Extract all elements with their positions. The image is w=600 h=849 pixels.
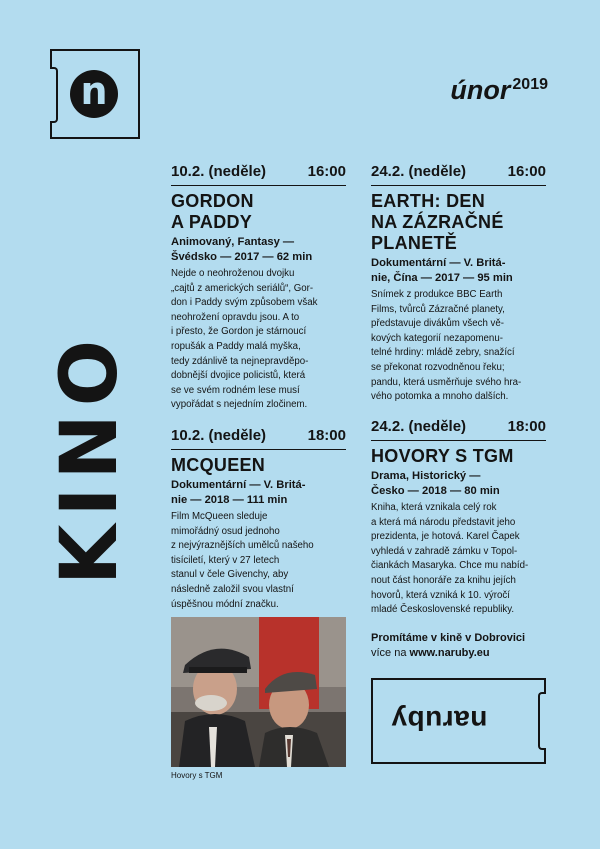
- event-date-row: [371, 163, 546, 186]
- desc-line: ropušák a Paddy malá myška,: [171, 340, 301, 352]
- desc-line: Snímek z produkce BBC Earth: [371, 289, 503, 300]
- event-date: 24.2. (neděle): [371, 418, 467, 435]
- title-line: A PADDY: [171, 212, 253, 232]
- meta-line: nie, Čína — 2017 — 95 min: [371, 272, 513, 284]
- title-line: GORDON: [171, 191, 254, 211]
- desc-line: čiankách Masaryka. Chce mu nabíd-: [371, 560, 529, 572]
- event-title: [171, 455, 346, 476]
- film-still-photo: [171, 617, 346, 767]
- meta-line: Dokumentární — V. Britá-: [171, 479, 306, 491]
- title-line: NA ZÁZRAČNÉ: [371, 212, 504, 232]
- logo-n-icon: n: [70, 70, 118, 118]
- event-date: 10.2. (neděle): [171, 163, 267, 180]
- desc-line: vypořádat s nejedním zločinem.: [171, 399, 308, 411]
- event-date-row: [171, 427, 346, 450]
- desc-line: Kniha, která vznikala celý rok: [371, 502, 497, 513]
- event-description: [171, 267, 346, 413]
- desc-line: úspěšnou módní značku.: [171, 598, 279, 610]
- photo-caption: Hovory s TGM: [171, 771, 223, 780]
- title-line: EARTH: DEN: [371, 191, 485, 211]
- desc-line: se ve svém rodném lese musí: [171, 384, 300, 396]
- event-date-row: [171, 163, 346, 186]
- website-prefix: více na: [371, 647, 410, 659]
- title-line: MCQUEEN: [171, 455, 266, 475]
- ticket-notch: [50, 67, 58, 123]
- event-description: [371, 288, 546, 405]
- meta-line: Animovaný, Fantasy —: [171, 236, 295, 248]
- title-line: PLANETĚ: [371, 233, 458, 253]
- desc-line: hovorů, která vzniká k 10. výročí: [371, 589, 510, 601]
- venue-text: Promítáme v kině v Dobrovici: [371, 632, 526, 644]
- desc-line: tisíciletí, který v 27 letech: [171, 554, 280, 566]
- desc-line: i přesto, že Gordon je stárnoucí: [171, 326, 307, 338]
- desc-line: nout část honoráře za knihu jejích: [371, 574, 516, 586]
- meta-line: Česko — 2018 — 80 min: [371, 485, 500, 497]
- meta-line: nie — 2018 — 111 min: [171, 494, 288, 506]
- desc-line: neohrožení opravdu jsou. A to: [171, 311, 300, 323]
- desc-line: „cajtů z amerických seriálů“, Gor-: [171, 282, 314, 294]
- desc-line: mimořádný osud jednoho: [171, 525, 280, 537]
- meta-line: Švédsko — 2017 — 62 min: [171, 251, 313, 263]
- event-title: [371, 191, 546, 254]
- event-meta: [171, 478, 346, 508]
- brand-logo-naruby: naruby: [391, 705, 488, 736]
- event-earth: [371, 163, 546, 405]
- website-link[interactable]: www.naruby.eu: [409, 647, 490, 659]
- desc-line: Film McQueen sleduje: [171, 511, 268, 522]
- desc-line: a která má národu představit jeho: [371, 516, 516, 528]
- desc-line: don i Paddy svým způsobem však: [171, 297, 318, 309]
- venue-info: [371, 631, 525, 661]
- event-meta: [171, 235, 346, 265]
- event-time: 18:00: [507, 418, 546, 435]
- event-description: [171, 510, 346, 612]
- event-time: 16:00: [307, 163, 346, 180]
- venue-line: [371, 631, 525, 646]
- brand-ticket: [371, 678, 546, 764]
- logo-ticket: [50, 49, 140, 139]
- side-title-kino: KINO: [45, 331, 135, 585]
- desc-line: kových kategorií nezapomenu-: [371, 332, 503, 344]
- event-meta: [371, 256, 546, 286]
- desc-line: představuje divákům všech vě-: [371, 318, 504, 330]
- event-date: 24.2. (neděle): [371, 163, 467, 180]
- desc-line: prezidenta, je hotová. Karel Čapek: [371, 531, 520, 543]
- event-title: [371, 446, 546, 467]
- desc-line: z nejvýraznějších umělců našeho: [171, 540, 314, 552]
- month-heading: [450, 77, 548, 104]
- event-meta: [371, 469, 546, 499]
- desc-line: se překonat rozvodněnou řeku;: [371, 361, 505, 373]
- desc-line: mladé Československé republiky.: [371, 604, 515, 616]
- desc-line: vyhledá v zahradě zámku v Topol-: [371, 545, 518, 557]
- desc-line: dobnější dvojice policistů, která: [171, 370, 306, 382]
- desc-line: vého potomka a mnoho dalších.: [371, 391, 509, 403]
- month-year: 2019: [512, 76, 548, 93]
- desc-line: tedy zdánlivě ta nejnepravděpo-: [171, 355, 309, 367]
- title-line: HOVORY S TGM: [371, 446, 514, 466]
- month-name: únor: [450, 75, 511, 105]
- event-time: 18:00: [307, 427, 346, 444]
- meta-line: Drama, Historický —: [371, 470, 481, 482]
- desc-line: Films, tvůrců Zázračné planety,: [371, 303, 505, 315]
- event-description: [371, 501, 546, 618]
- film-still-illustration: [171, 617, 346, 767]
- event-date: 10.2. (neděle): [171, 427, 267, 444]
- event-title: [171, 191, 346, 233]
- event-hovory-tgm: [371, 418, 546, 618]
- desc-line: stanul v čele Givenchy, aby: [171, 569, 289, 581]
- meta-line: Dokumentární — V. Britá-: [371, 257, 506, 269]
- ticket-notch: [538, 692, 546, 750]
- website-line: [371, 646, 525, 661]
- desc-line: telné hrdiny: mládě zebry, snažící: [371, 347, 515, 359]
- desc-line: pandu, která usměrňuje svého hra-: [371, 376, 522, 388]
- event-date-row: [371, 418, 546, 441]
- event-gordon-paddy: [171, 163, 346, 413]
- desc-line: Nejde o neohroženou dvojku: [171, 268, 295, 279]
- desc-line: následně založil svou vlastní: [171, 583, 294, 595]
- event-mcqueen: [171, 427, 346, 612]
- event-time: 16:00: [507, 163, 546, 180]
